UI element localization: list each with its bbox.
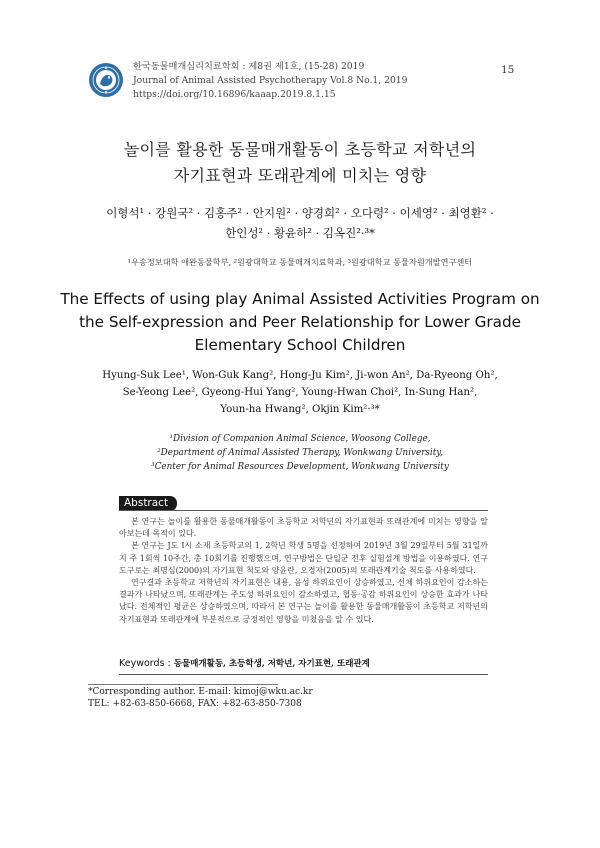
- korean-title-line-1: 놀이를 활용한 동물매개활동이 초등학교 저학년의: [123, 140, 477, 159]
- english-affiliation-1: ¹Division of Companion Animal Science, Woosong College,: [169, 434, 431, 444]
- english-title-line-3: Elementary School Children: [194, 336, 406, 354]
- corresponding-author-footnote: [88, 686, 313, 710]
- english-authors-line-1: Hyung-Suk Lee¹, Won-Guk Kang², Hong-Ju Kim², Ji-won An², Da-Ryeong Oh²,: [102, 370, 498, 381]
- journal-name-korean: 한국동물매개심리치료학회 : 제8권 제1호, (15-28) 2019: [133, 61, 365, 72]
- english-authors-line-3: Youn-ha Hwang², Okjin Kim²·³*: [220, 404, 380, 415]
- abstract-paragraph-3: 연구결과 초등학교 저학년의 자기표현은 내용, 음성 하위요인이 상승하였고, 신체 하위요인이 감소하는 결과가 나타났으며, 또래관계는 주도성 하위요인이 감소하였고, 협동·공감 하위요인이 상승한 효과가 나타났다. 전체적인 평균은 상승하였으며, 따라서 본 연구는 놀이를 활용한 동물매개활동이 초등학교 저학년의 자기표현과 또래관계에 부분적으로 긍정적인 영향을 미쳤음을 알 수 있다.: [119, 578, 488, 624]
- abstract-paragraph-2: 본 연구는 J도 I시 소재 초등학교의 1, 2학년 학생 5명을 선정하여 2019년 3월 29일부터 5월 31일까지 주 1회씩 10주간, 총 10회기를 진행했으며, 연구방법은 단일군 전후 실험설계 방법을 이용하였다. 연구도구로는 최명심(2000)의 자기표현 척도와 양윤란, 오경자(2005)의 또래관계기술 척도를 사용하였다.: [119, 541, 488, 575]
- doi-link[interactable]: https://doi.org/10.16896/kaaap.2019.8.1.15: [133, 89, 336, 100]
- footnote-divider: [88, 684, 278, 685]
- english-affiliation-2: ²Department of Animal Assisted Therapy, Wonkwang University,: [157, 448, 443, 458]
- keywords-line: [119, 657, 370, 669]
- page-number: 15: [501, 64, 515, 76]
- english-title-line-2: the Self-expression and Peer Relationship for Lower Grade: [79, 313, 521, 331]
- abstract-label: Abstract: [119, 496, 177, 511]
- korean-authors-line-2: 한인성² · 황윤하² · 김옥진²·³*: [225, 226, 375, 240]
- abstract-body: [119, 516, 488, 626]
- english-title-line-1: The Effects of using play Animal Assisted Activities Program on: [60, 290, 540, 308]
- corresponding-author-email: *Corresponding author. E-mail: kimoj@wku.ac.kr: [88, 687, 313, 697]
- keywords-label: Keywords :: [119, 658, 174, 669]
- korean-affiliations: ¹우송정보대학 애완동물학부, ²원광대학교 동물매개치료학과, ³원광대학교 동물자원개발연구센터: [127, 257, 473, 267]
- abstract-paragraph-1: 본 연구는 놀이를 활용한 동물매개활동이 초등학교 저학년의 자기표현과 또래관계에 미치는 영향을 알아보는데 목적이 있다.: [119, 517, 488, 539]
- journal-header: [133, 60, 408, 102]
- abstract-top-divider: [119, 510, 488, 511]
- journal-logo-icon: [88, 62, 124, 98]
- corresponding-author-phone: TEL: +82-63-850-6668, FAX: +82-63-850-7308: [88, 699, 302, 709]
- korean-authors-line-1: 이형석¹ · 강원국² · 김홍주² · 안지원² · 양경희² · 오다령² · 이세영² · 최영환² ·: [106, 206, 494, 220]
- journal-name-english: Journal of Animal Assisted Psychotherapy Vol.8 No.1, 2019: [133, 75, 408, 86]
- keywords-values: 동물매개활동, 초등학생, 저학년, 자기표현, 또래관계: [173, 659, 370, 669]
- abstract-bottom-divider: [119, 674, 488, 675]
- korean-title-line-2: 자기표현과 또래관계에 미치는 영향: [173, 166, 427, 185]
- english-affiliation-3: ³Center for Animal Resources Development, Wonkwang University: [151, 462, 449, 472]
- english-authors-line-2: Se-Yeong Lee², Gyeong-Hui Yang², Young-Hwan Choi², In-Sung Han²,: [122, 387, 478, 398]
